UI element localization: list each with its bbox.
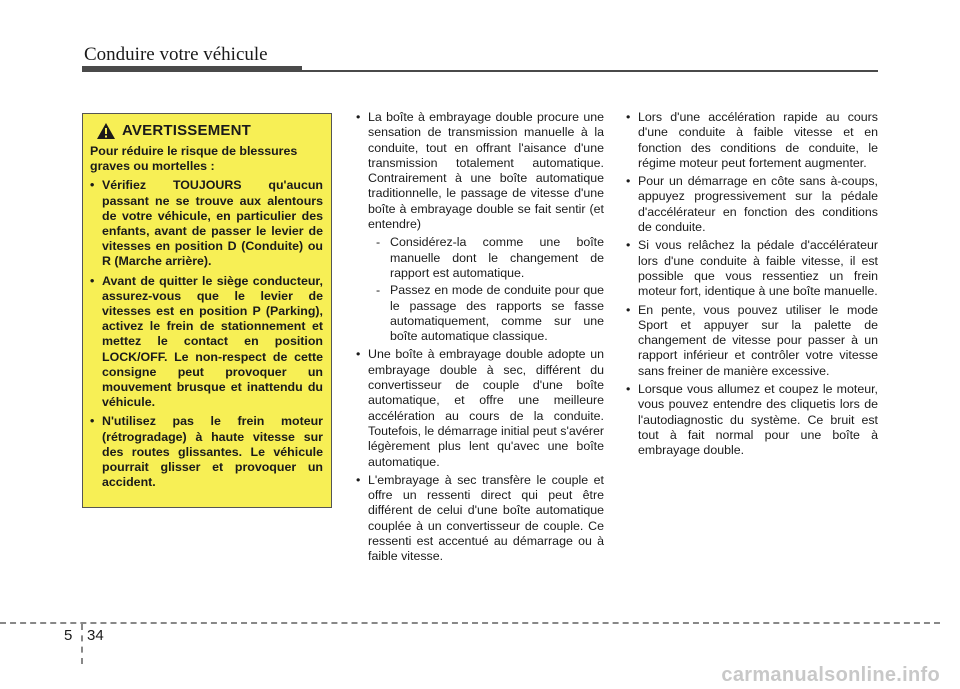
chapter-number: 5 bbox=[64, 627, 73, 644]
warning-item: • N'utilisez pas le frein moteur (rétrogradage) à haute vitesse sur des routes glissantes. Le véhicule pourrait glisser et provoquer un accident. bbox=[90, 414, 323, 490]
warning-title-row bbox=[96, 122, 323, 140]
warning-list bbox=[90, 178, 323, 490]
footer-separator bbox=[81, 624, 83, 664]
header-rule-thin bbox=[302, 70, 878, 72]
page-number: 34 bbox=[87, 627, 104, 644]
list-item: • Lors d'une accélération rapide au cours d'une conduite à faible vitesse et en fonction des conditions de conduite, le régime moteur peut fortement augmenter. bbox=[624, 110, 878, 171]
page-header-title: Conduire votre véhicule bbox=[84, 44, 268, 65]
list-item: • Si vous relâchez la pédale d'accélérateur lors d'une conduite à faible vitesse, il est possible que vous ressentiez un frein moteur fort, identique à une boîte manuelle. bbox=[624, 238, 878, 299]
warning-item: • Vérifiez TOUJOURS qu'aucun passant ne se trouve aux alentours de votre véhicule, en particulier des enfants, avant de passer le levier de vitesses en position D (Conduite) ou R (Marche arrière). bbox=[90, 178, 323, 269]
right-column bbox=[624, 110, 878, 462]
warning-intro: Pour réduire le risque de blessures graves ou mortelles : bbox=[90, 144, 298, 174]
list-item: • Une boîte à embrayage double adopte un embrayage double à sec, différent du convertisseur de couple d'une boîte automatique, et offre une meilleure accélération au cours de la conduite. Toutefois, le démarrage initial peut s'avérer légèrement plus lent qu'avec une boîte automatique. bbox=[354, 347, 604, 469]
list-item: • Lorsque vous allumez et coupez le moteur, vous pouvez entendre des cliquetis lors de l'autodiagnostic du système. Ce bruit est tout à fait normal pour une boîte à embrayage double. bbox=[624, 382, 878, 458]
warning-box bbox=[82, 113, 332, 508]
list-item: • Pour un démarrage en côte sans à-coups, appuyez progressivement sur la pédale d'accélérateur en fonction des conditions de conduite. bbox=[624, 174, 878, 235]
header-rule-thick bbox=[82, 66, 302, 72]
watermark: carmanualsonline.info bbox=[721, 664, 940, 686]
sub-list-item: - Considérez-la comme une boîte manuelle dont le changement de rapport est automatique. bbox=[368, 235, 604, 281]
list-item bbox=[354, 110, 604, 344]
list-item: • En pente, vous pouvez utiliser le mode Sport et appuyer sur la palette de changement de vitesse pour passer à un rapport inférieur et contrôler votre vitesse sans freiner de manière excessive. bbox=[624, 303, 878, 379]
list-item-text: La boîte à embrayage double procure une sensation de transmission manuelle à la conduite, tout en offrant l'aisance d'une transmission totalement automatique. Contrairement à une boîte automatique traditionnelle, le passage de vitesse d'une boîte à embrayage double se fait sentir (et entendre) bbox=[368, 110, 604, 232]
warning-item: • Avant de quitter le siège conducteur, assurez-vous que le levier de vitesses est en position P (Parking), activez le frein de stationnement et mettez le contact en position LOCK/OFF. Le non-respect de cette consigne peut provoquer un mouvement brusque et inattendu du véhicule. bbox=[90, 274, 323, 411]
footer-rule bbox=[0, 622, 940, 624]
middle-column bbox=[354, 110, 604, 568]
sub-list-item: - Passez en mode de conduite pour que le passage des rapports se fasse automatiquement, comme sur une boîte automatique classique. bbox=[368, 283, 604, 344]
list-item: • L'embrayage à sec transfère le couple et offre un ressenti direct qui peut être différent de celui d'une boîte automatique couplée à un convertisseur de couple. Ce ressenti est accentué au démarrage ou à faible vitesse. bbox=[354, 473, 604, 565]
sub-list bbox=[368, 235, 604, 344]
warning-triangle-icon bbox=[96, 122, 116, 140]
warning-title: AVERTISSEMENT bbox=[122, 122, 252, 140]
